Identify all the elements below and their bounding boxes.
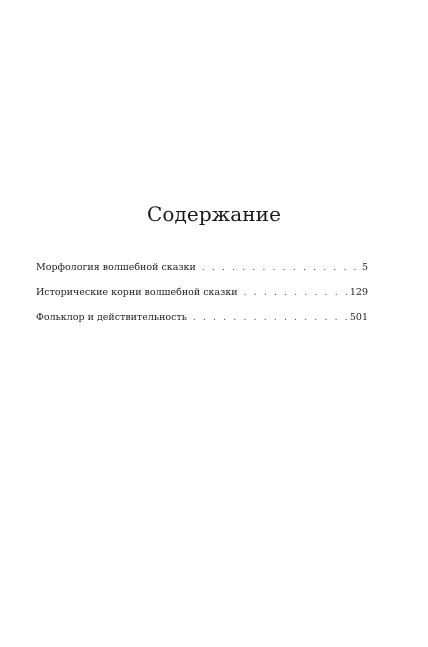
page-title: Содержание <box>146 202 282 226</box>
table-of-contents <box>36 259 368 334</box>
toc-dot-leader <box>193 310 347 327</box>
toc-page-number: 5 <box>361 262 368 273</box>
toc-entry[interactable] <box>36 259 368 284</box>
toc-page-number: 129 <box>349 287 368 298</box>
toc-dot-leader <box>244 285 347 302</box>
toc-dot-leader <box>202 260 359 277</box>
toc-entry-title: Морфология волшебной сказки <box>36 262 196 273</box>
toc-entry-title: Исторические корни волшебной сказки <box>36 287 238 298</box>
toc-entry-title: Фольклор и действительность <box>36 312 187 323</box>
toc-entry[interactable] <box>36 284 368 309</box>
toc-entry[interactable] <box>36 309 368 334</box>
toc-page-number: 501 <box>349 312 368 323</box>
